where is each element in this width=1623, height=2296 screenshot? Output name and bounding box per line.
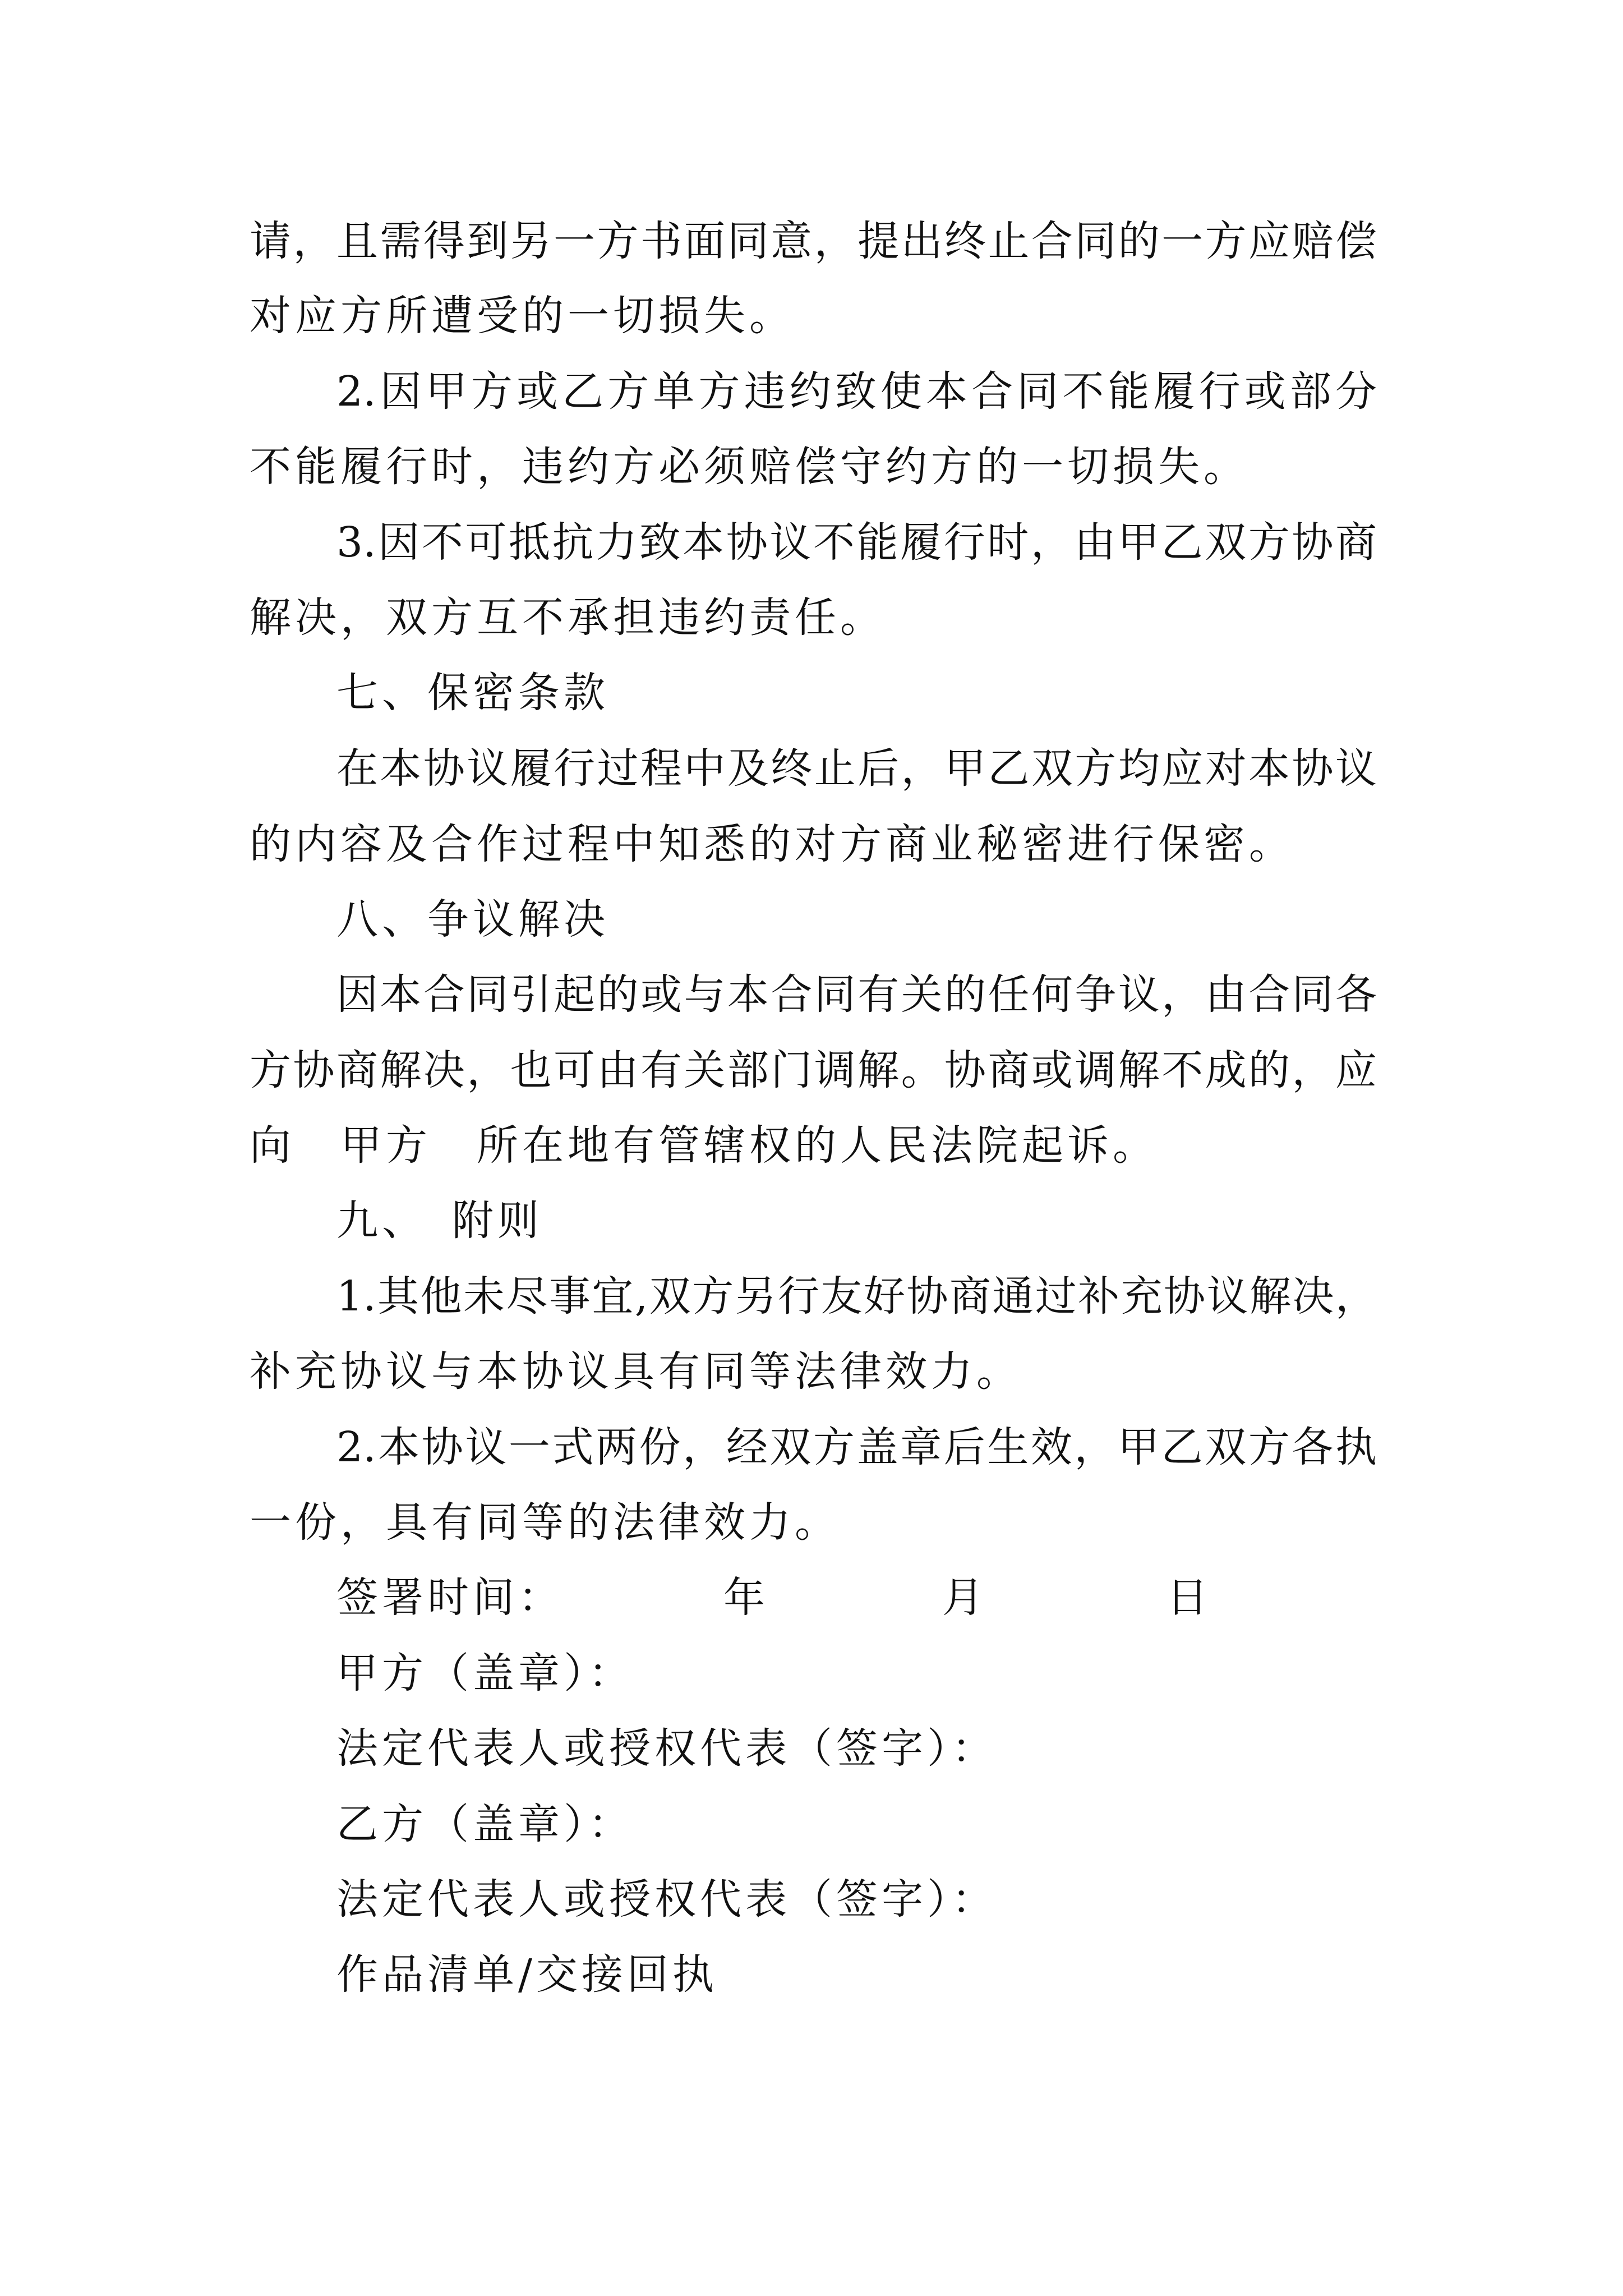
signing-date-day: 日	[1166, 1573, 1212, 1622]
party-b-seal: 乙方（盖章）：	[336, 1800, 634, 1848]
signing-date-month: 月	[942, 1573, 988, 1622]
appendix-clause-1-line-2: 补充协议与本协议具有同等法律效力。	[250, 1347, 1022, 1396]
signing-date-year: 年	[723, 1573, 769, 1622]
dispute-line-1: 因本合同引起的或与本合同有关的任何争议，由合同各	[336, 970, 1377, 1019]
appendix-clause-1-line-1: 1.其他未尽事宜,双方另行友好协商通过补充协议解决，	[336, 1272, 1377, 1320]
dispute-line-3: 向 甲方 所在地有管辖权的人民法院起诉。	[250, 1121, 1158, 1170]
signing-date-label: 签署时间：	[336, 1573, 564, 1622]
clause-2-line-1: 2.因甲方或乙方单方违约致使本合同不能履行或部分	[336, 367, 1377, 416]
section-heading-dispute: 八、争议解决	[336, 895, 609, 944]
section-heading-appendix: 九、 附则	[336, 1197, 543, 1245]
section-heading-confidentiality: 七、保密条款	[336, 669, 609, 717]
dispute-line-2: 方协商解决，也可由有关部门调解。协商或调解不成的，应	[250, 1046, 1377, 1094]
party-a-seal: 甲方（盖章）：	[336, 1649, 634, 1697]
clause-3-line-1: 3.因不可抵抗力致本协议不能履行时，由甲乙双方协商	[336, 518, 1377, 567]
body-line-2: 对应方所遭受的一切损失。	[250, 292, 795, 340]
party-a-representative: 法定代表人或授权代表（签字）：	[336, 1724, 997, 1773]
party-b-representative: 法定代表人或授权代表（签字）：	[336, 1875, 997, 1924]
confidentiality-line-2: 的内容及合作过程中知悉的对方商业秘密进行保密。	[250, 820, 1294, 868]
appendix-clause-2-line-1: 2.本协议一式两份，经双方盖章后生效，甲乙双方各执	[336, 1423, 1377, 1471]
confidentiality-line-1: 在本协议履行过程中及终止后，甲乙双方均应对本协议	[336, 744, 1377, 793]
clause-2-line-2: 不能履行时，违约方必须赔偿守约方的一切损失。	[250, 443, 1249, 491]
appendix-clause-2-line-2: 一份，具有同等的法律效力。	[250, 1498, 840, 1547]
clause-3-line-2: 解决，双方互不承担违约责任。	[250, 593, 886, 642]
body-line-1: 请，且需得到另一方书面同意，提出终止合同的一方应赔偿	[250, 217, 1377, 265]
attachment-title: 作品清单/交接回执	[336, 1950, 718, 1999]
